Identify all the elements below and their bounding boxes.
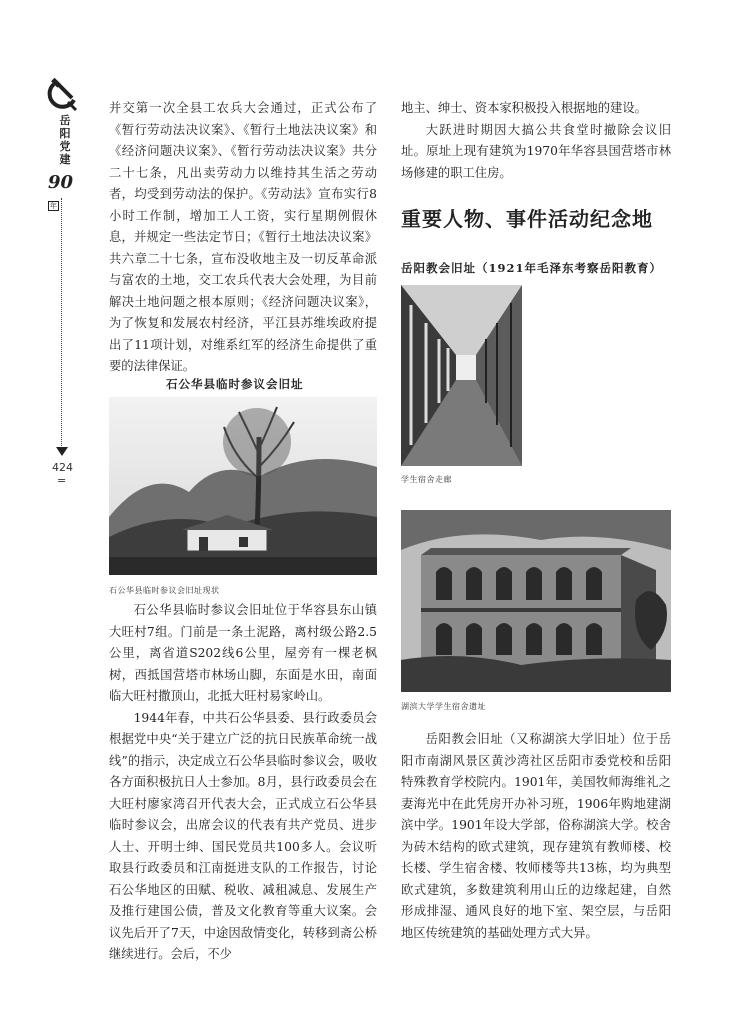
left-subheading: 石公华县临时参议会旧址 [166, 377, 304, 391]
sidebar-title [58, 114, 72, 166]
corridor-caption: 学生宿舍走廊 [401, 475, 452, 484]
right-body [401, 729, 671, 944]
section-heading: 重要人物、事件活动纪念地 [401, 207, 653, 231]
left-body [109, 600, 377, 966]
logo-number: 90 [48, 172, 74, 193]
sidebar-title-char: 党 [59, 140, 71, 153]
left-photo-caption: 石公华县临时参议会旧址现状 [109, 586, 220, 595]
church-site-paragraph: 岳阳教会旧址（又称湖滨大学旧址）位于岳阳市南湖风景区黄沙湾社区岳阳市委党校和岳阳特殊教育学校院内。1901年，美国牧师海维礼之妻海光中在此凭房开办补习班，1906年购地建湖滨中学。1901年设大学部，俗称湖滨大学。校舍为砖木结构的欧式建筑，现存建筑有教师楼、校长楼、学生宿舍楼、牧师楼等共13栋，均为典型欧式建筑，多数建筑利用山丘的边缘起建，自然形成排湿、通风良好的地下室、架空层，与岳阳地区传统建筑的基础处理方式大异。 [401, 732, 671, 940]
site-description: 石公华县临时参议会旧址位于华容县东山镇大旺村7组。门前是一条土泥路，离村级公路2.5公里，离省道S202线6公里，屋旁有一棵老枫树，西抵国营塔市林场山脚，东面是水田，南面临大旺村撒顶山，北抵大旺村易家岭山。 [109, 603, 377, 703]
corridor-photo [401, 285, 522, 466]
intro-paragraph: 并交第一次全县工农兵大会通过，正式公布了《暂行劳动法决议案》、《暂行土地法决议案》和《经济问题决议案》、《暂行劳动法决议案》共分二十七条，凡出卖劳动力以维持其生活之劳动者，均受到劳动法的保护。《劳动法》宣布实行8小时工作制，增加工人工资，实行星期例假休息，并规定一些法定节日；《暂行土地法决议案》共六章二十七条，宣布没收地主及一切反革命派与富农的土地，交工农兵代表大会处理，为目前解决土地问题之根本原则；《经济问题决议案》，为了恢复和发展农村经济，平江县苏维埃政府提出了11项计划，对维系红军的经济生命提供了重要的法律保证。 [109, 101, 377, 373]
hammer-sickle-icon [46, 78, 80, 112]
history-paragraph: 1944年春，中共石公华县委、县行政委员会根据党中央“关于建立广泛的抗日民族革命统一战线”的指示，决定成立石公华县临时参议会，吸收各方面积极抗日人士参加。8月，县行政委员会在大旺村廖家湾召开代表大会，正式成立石公华县临时参议会，出席会议的代表有共产党员、进步人士、开明士绅、国民党员共100多人。会议听取县行政委员和江南挺进支队的工作报告，讨论石公华地区的田赋、税收、减租减息、发展生产及推行建国公债，普及文化教育等重大议案。会议先后开了7天，中途因敌情变化，转移到斋公桥继续进行。会后，不少 [109, 710, 377, 961]
page-number: 424 [52, 461, 73, 474]
right-subheading: 岳阳教会旧址（1921年毛泽东考察岳阳教育） [401, 261, 663, 275]
down-arrow-icon [56, 447, 68, 456]
sidebar-title-char: 建 [59, 153, 71, 166]
sidebar-title-char: 阳 [59, 127, 71, 140]
meeting-site-photo [109, 397, 377, 575]
page-mark: = [57, 474, 67, 487]
left-intro [109, 98, 377, 378]
logo-suffix: 年 [50, 202, 57, 210]
demolition-paragraph: 大跃进时期因大搞公共食堂时撤除会议旧址。原址上现有建筑为1970年华容县国营塔市林场修建的职工住房。 [401, 122, 671, 180]
right-top [401, 98, 671, 184]
sidebar-title-char: 岳 [59, 114, 71, 127]
continuation-paragraph: 地主、绅士、资本家积极投入根据地的建设。 [401, 101, 647, 115]
anniversary-logo [48, 172, 82, 210]
sidebar-dotted-line [61, 198, 62, 446]
dormitory-photo [401, 510, 671, 692]
dormitory-caption: 湖滨大学学生宿舍遗址 [401, 702, 486, 711]
